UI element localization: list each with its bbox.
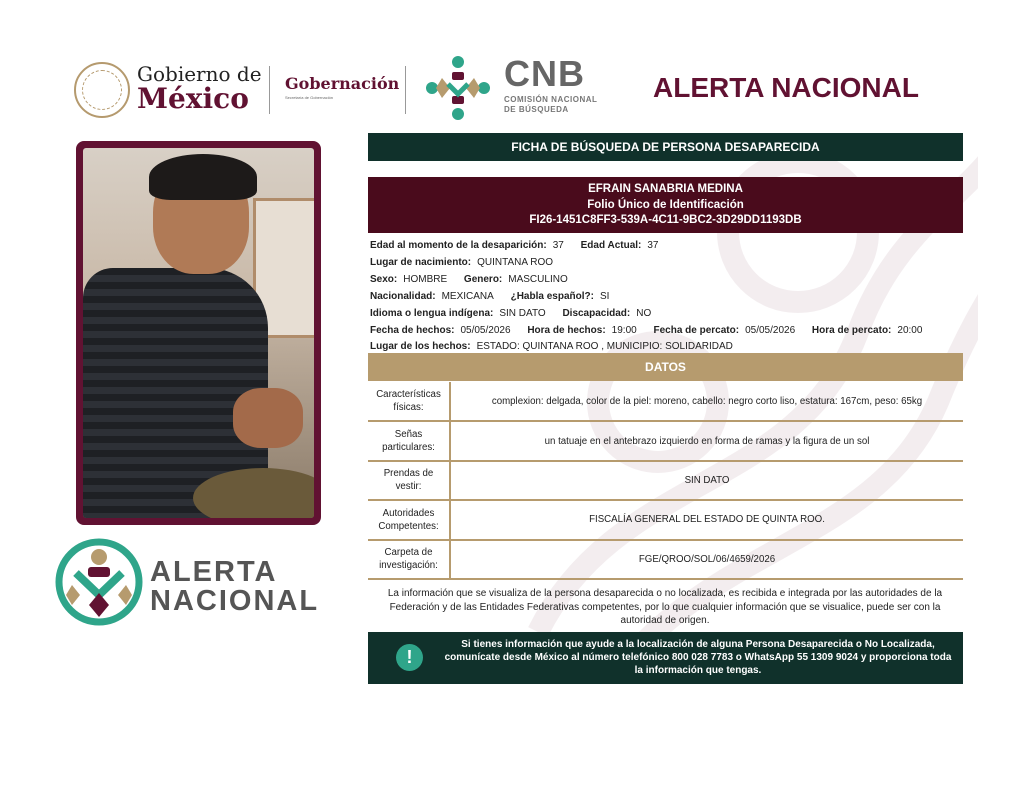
datos-value: FGE/QROO/SOL/06/4659/2026 [450, 540, 963, 579]
table-row [368, 540, 963, 579]
person-facts [370, 238, 965, 356]
disclaimer-text: La información que se visualiza de la persona desaparecida o no localizada, es recibida e integrada por las autoridades de la Federación y de las Entidades Federativas competentes, por lo que cualquier información que se visualice, puede ser con la autoridad de origen. [387, 588, 943, 626]
header [44, 42, 978, 132]
datos-label: Señas particulares: [368, 421, 450, 460]
person-name: EFRAIN SANABRIA MEDINA [588, 183, 743, 195]
gobierno-de-mexico-logo: Gobierno de México [137, 62, 262, 115]
datos-label: Prendas de vestir: [368, 461, 450, 500]
ficha-title-bar: FICHA DE BÚSQUEDA DE PERSONA DESAPARECIDA [368, 133, 963, 161]
fact-row: Fecha de hechos: 05/05/2026 Hora de hechos: 19:00 Fecha de percato: 05/05/2026 Hora de percato: 20:00 [370, 324, 923, 336]
fact-row: Lugar de nacimiento: QUINTANA ROO [370, 256, 554, 268]
fact-row: Idioma o lengua indígena: SIN DATO Discapacidad: NO [370, 307, 652, 319]
alerta-nacional-title: ALERTA NACIONAL [653, 72, 919, 103]
gobernacion-logo: Gobernación Secretaría de Gobernación [285, 74, 400, 100]
datos-label: Autoridades Competentes: [368, 500, 450, 539]
datos-title-bar: DATOS [368, 353, 963, 381]
contact-info-bar [368, 632, 963, 684]
datos-value: SIN DATO [450, 461, 963, 500]
table-row [368, 382, 963, 421]
cnb-logo: CNB COMISIÓN NACIONAL DE BÚSQUEDA [504, 53, 598, 114]
fact-row: Edad al momento de la desaparición: 37 Edad Actual: 37 [370, 240, 659, 251]
cnb-emblem-icon [422, 52, 494, 124]
fact-row: Lugar de los hechos: ESTADO: QUINTANA ROO , MUNICIPIO: SOLIDARIDAD [370, 341, 733, 353]
alerta-nacional-emblem-icon [54, 537, 144, 627]
datos-value: FISCALÍA GENERAL DEL ESTADO DE QUINTA ROO. [450, 500, 963, 539]
national-seal-icon [74, 62, 130, 118]
datos-label: Carpeta de investigación: [368, 540, 450, 579]
folio-value: FI26-1451C8FF3-539A-4C11-9BC2-3D29DD1193DB [529, 214, 802, 226]
search-bulletin [44, 42, 978, 686]
fact-row: Sexo: HOMBRE Genero: MASCULINO [370, 273, 568, 285]
exclamation-icon: ! [396, 644, 423, 671]
datos-table [368, 382, 963, 580]
person-photo-frame [76, 141, 321, 525]
fact-row: Nacionalidad: MEXICANA ¿Habla español?: SI [370, 290, 610, 302]
alerta-nacional-logo-text: ALERTA NACIONAL [150, 556, 320, 617]
datos-value: complexion: delgada, color de la piel: moreno, cabello: negro corto liso, estatura: 167cm, peso: 65kg [450, 382, 963, 421]
datos-label: Características físicas: [368, 382, 450, 421]
contact-info-text: Si tienes información que ayude a la localización de alguna Persona Desaparecida o No Localizada, comunícate desde México al número telefónico 800 028 7783 o WhatsApp 55 1309 9024 y proporciona toda la información que tengas. [444, 639, 952, 676]
person-name-bar [368, 177, 963, 233]
datos-value: un tatuaje en el antebrazo izquierdo en forma de ramas y la figura de un sol [450, 421, 963, 460]
table-row [368, 421, 963, 460]
person-photo [83, 148, 314, 518]
table-row [368, 500, 963, 539]
folio-label: Folio Único de Identificación [587, 198, 744, 211]
header-divider [405, 66, 406, 114]
header-divider [269, 66, 270, 114]
table-row [368, 461, 963, 500]
